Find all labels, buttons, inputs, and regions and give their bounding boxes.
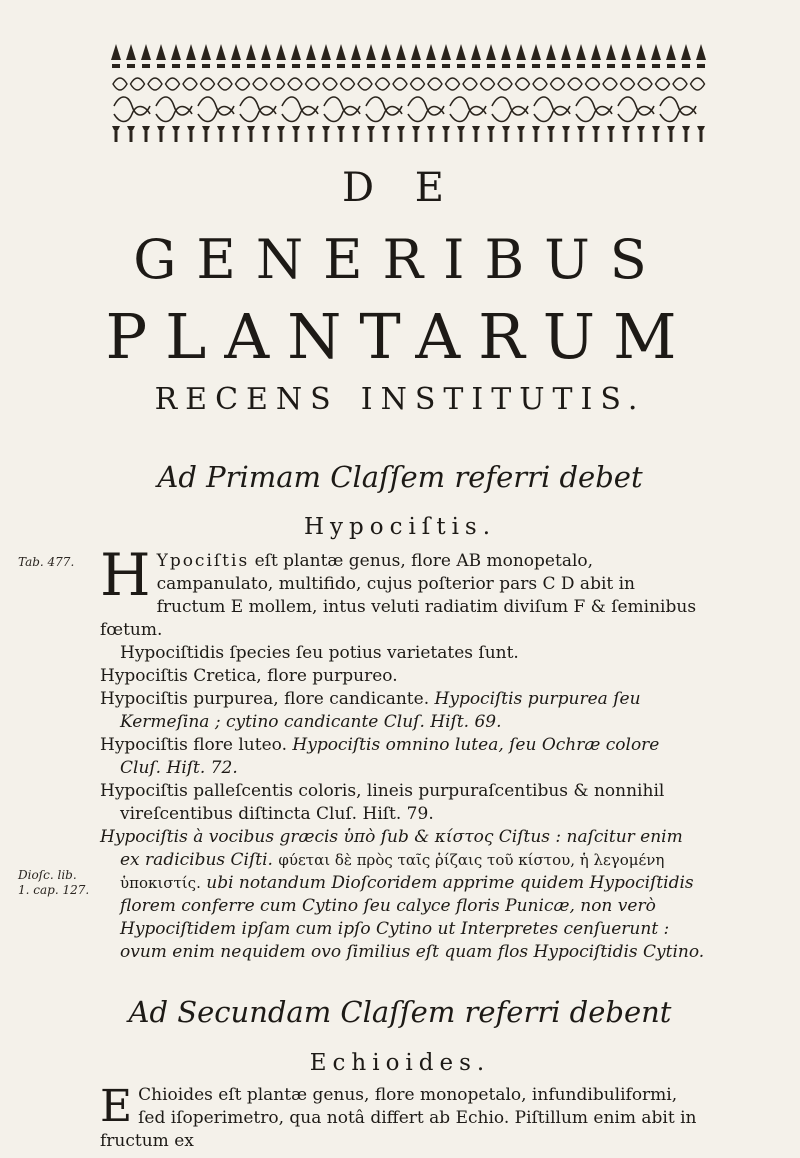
etymology [100,826,705,964]
genus-heading-hypocistis: Hypociſtis. [303,514,497,540]
ornament-band-icon [110,40,710,145]
title-institutis: INSTITUTIS. [360,382,646,417]
species-1-text: Hypociſtis Cretica, flore purpureo. [100,666,398,686]
species-line: Hypociſtidis ſpecies ſeu potius varietates ſunt. [120,643,519,663]
species-1 [100,665,705,688]
species-3-synonym: Hypociſtis omnino lutea, ſeu Ochræ colore Cluſ. Hiſt. 72. [120,735,660,778]
title-plantarum: PLANTARUM [105,300,695,373]
species-2-synonym: Hypociſtis purpurea ſeu Kermeſina ; cytino candicante Cluſ. Hiſt. 69. [120,689,641,732]
echioides-intro [100,1081,705,1153]
species-3 [100,734,705,780]
echioides-description [100,1081,705,1153]
species-4 [100,780,705,826]
etymology-a: Hypociſtis à vocibus græcis ὑπὸ ſub & κίστος Ciſtus : naſcitur enim ex radicibus Ciſti. [100,827,683,870]
title-recens-institutis [0,382,800,417]
dropcap-h: H [100,541,151,609]
title-de: D E [342,165,458,211]
species-4-text: Hypociſtis palleſcentis coloris, lineis purpuraſcentibus & nonnihil vireſcentibus diſtincta Cluſ. Hiſt. 79. [100,781,665,824]
title-generibus: GENERIBUS [133,228,667,291]
hypocistis-description [100,541,705,964]
margin-note-tab: Tab. 477. [18,555,75,569]
echioides-text: Chioides eſt plantæ genus, flore monopetalo, infundibuliformi, ſed iſoperimetro, qua notâ differt ab Echio. Piſtillum enim abit in fructum ex [100,1085,697,1151]
species-3-name: Hypociſtis flore luteo. [100,735,293,755]
dropcap-e: E [100,1081,133,1132]
genus-heading-echioides: Echioides. [309,1050,491,1076]
section-heading-first-class: Ad Primam Claſſem referri debet [157,460,643,494]
section-heading-second-class: Ad Secundam Claſſem referri debent [128,995,672,1029]
intro-text: eſt plantæ genus, flore AB monopetalo, campanulato, multifido, cujus poſterior pars C D abit in fructum E mollem, intus veluti radiatim diviſum F & ſeminibus fœtum. [100,551,697,640]
species-2 [100,688,705,734]
intro-lead: Ypociſtis [156,551,250,571]
species-2-name: Hypociſtis purpurea, flore candicante. [100,689,435,709]
etymology-b: ubi notandum Dioſcoridem apprime quidem Hypociſtidis florem conferre cum Cytino ſeu calyce floris Punicæ, non verò Hypociſtidem ipſam cum ipſo Cytino ut Interpretes cenſuerunt : ovum enim nequidem ovo ſimilius eſt quam flos Hypociſtidis Cytino. [120,873,705,962]
etymology-greek: φύεται δὲ πρὸς ταῖς ῥίζαις τοῦ κίστου, ἡ λεγομένη ὑποκιστίς. [120,851,665,892]
margin-note-dioscorides: Dioſc. lib. 1. cap. 127. [18,868,90,897]
hypocistis-intro [100,541,705,642]
title-recens: RECENS [154,382,339,417]
